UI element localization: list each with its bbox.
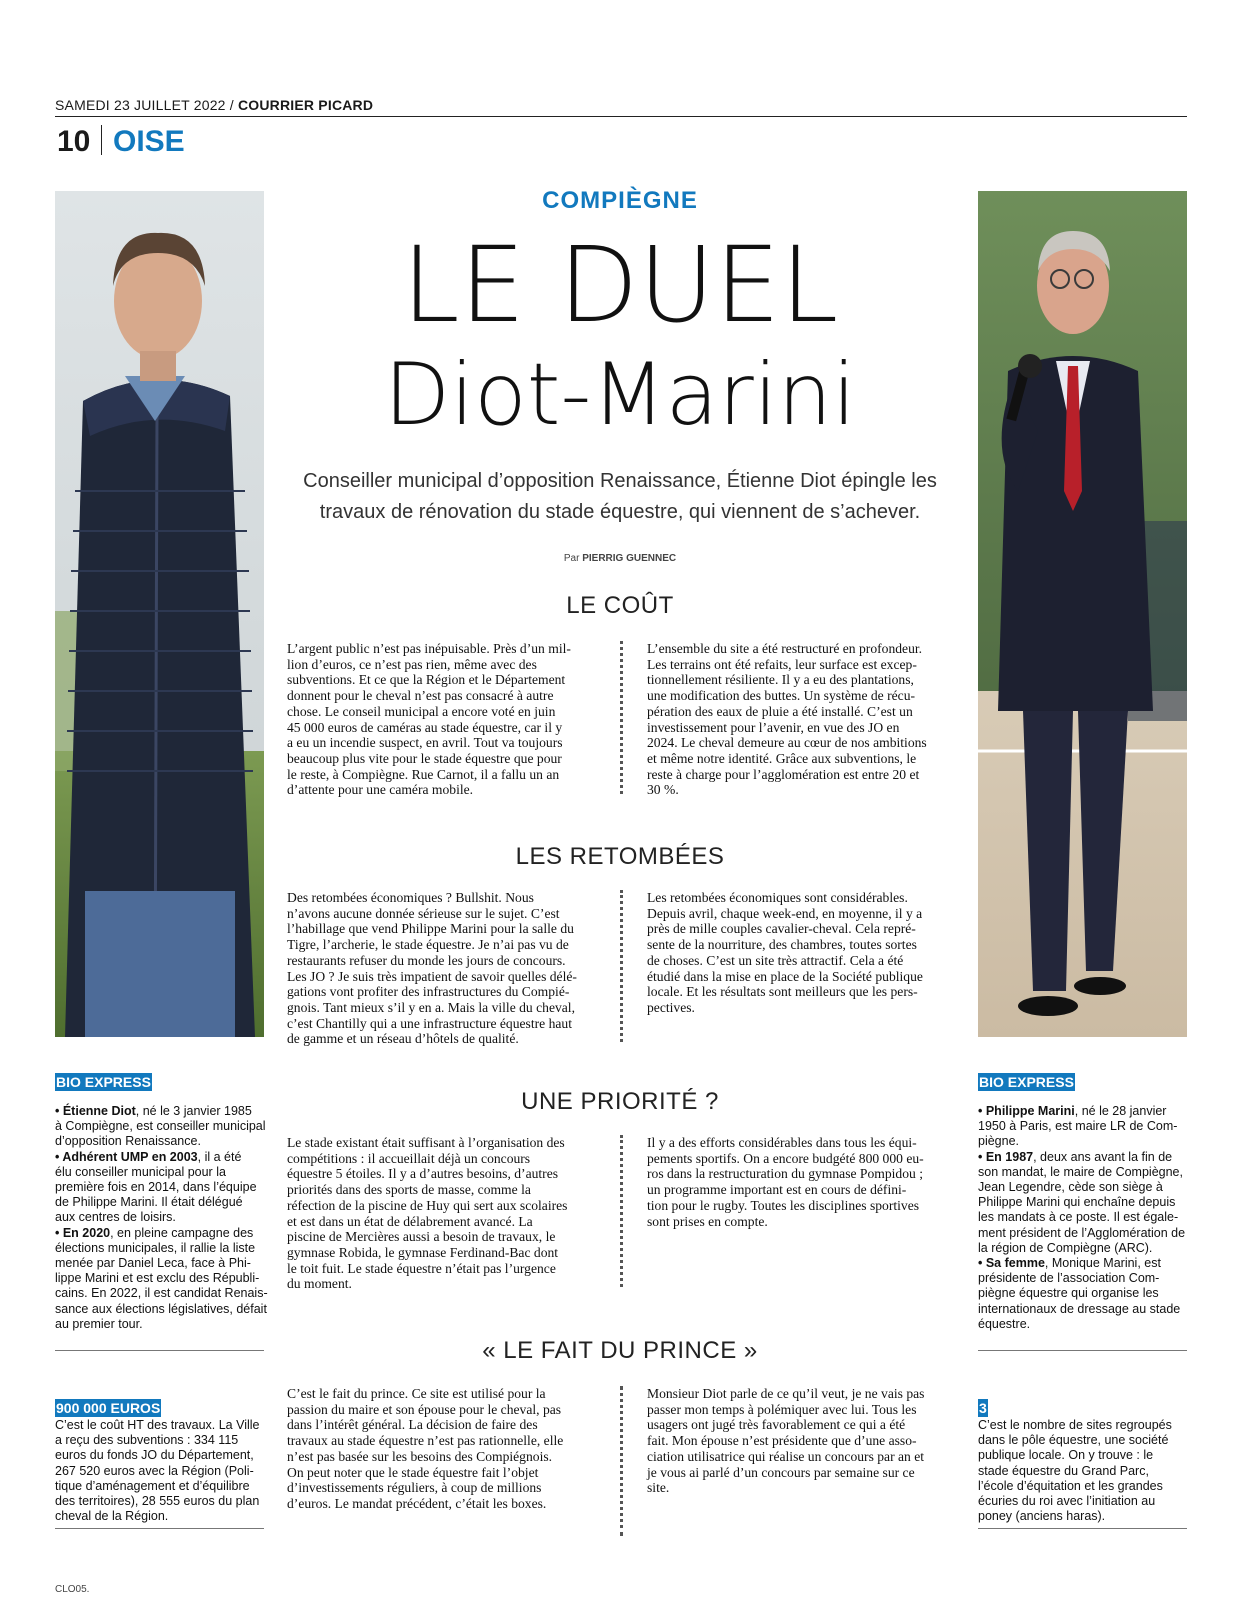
text-line: et est dans un état de délabrement avancé. La: [287, 1213, 533, 1229]
text-line: a eu un incendie suspect, en avril. Tout va toujours: [287, 735, 563, 751]
photo-etienne-diot: [55, 191, 264, 1037]
kicker: COMPIÈGNE: [542, 187, 698, 214]
section-heading-fait-du-prince: « LE FAIT DU PRINCE »: [482, 1337, 758, 1364]
text-line: On peut noter que le stade équestre fait l’objet: [287, 1464, 539, 1480]
text-line: reste à charge pour l’agglomération est entre 20 et: [647, 766, 920, 782]
text-line: Il y a des efforts considérables dans tous les équi-: [647, 1135, 917, 1150]
text-line: cheval de la Région.: [55, 1509, 169, 1524]
bio-entry-lead: • En 1987: [978, 1149, 1034, 1164]
right-bio-tag-wrap: [978, 1073, 1075, 1092]
text-line: 45 000 euros de caméras au stade équestre, car il y: [287, 719, 563, 735]
text-line: L’argent public n’est pas inépuisable. Près d’un mil-: [287, 641, 571, 656]
section-heading-cout: LE COÛT: [566, 592, 674, 619]
left-sidebar-rule: [55, 1350, 264, 1351]
photo-philippe-marini: [978, 191, 1187, 1037]
page-code: CLO05.: [55, 1584, 90, 1595]
bio-express-tag: BIO EXPRESS: [979, 1074, 1074, 1090]
text-line: sont prises en compte.: [647, 1213, 768, 1229]
text-line: C’est le coût HT des travaux. La Ville: [55, 1418, 260, 1432]
text-line: donnent pour le cheval n’est pas consacré à autre: [287, 688, 554, 704]
dateline: [55, 97, 373, 113]
text-line: lippe Marini et est exclu des Républi-: [55, 1271, 260, 1286]
text-line: L’ensemble du site a été restructuré en profondeur.: [647, 641, 923, 656]
column-separator: [620, 890, 623, 1042]
text-line: le reste, à Compiègne. Rue Carnot, il a fallu un an: [287, 766, 560, 782]
text-line: dans l’intérêt général. La décision de faire des: [287, 1417, 538, 1433]
page-number: 10: [57, 125, 91, 158]
header-divider: [101, 125, 102, 155]
bio-entry: [978, 1150, 1193, 1256]
text-line: d’euros. Le mandat précédent, c’était les boxes.: [287, 1495, 547, 1511]
text-line: tionnellement résiliente. Il y a eu des plantations,: [647, 672, 914, 688]
text-line: présidente de l’association Com-: [978, 1271, 1160, 1286]
text-line: sance aux élections législatives, défait: [55, 1301, 267, 1316]
text-line: ros dans la restructuration du gymnase Pompidou ;: [647, 1166, 923, 1182]
lead-line1: Conseiller municipal d’opposition Renaissance, Étienne Diot épingle les: [303, 470, 937, 492]
text-line: , deux ans avant la fin de: [1033, 1149, 1173, 1164]
left-fact: [55, 1418, 270, 1524]
text-line: subventions. Et ce que la Région et le Département: [287, 672, 566, 688]
text-line: passer mon temps à polémiquer avec lui. Tous les: [647, 1401, 917, 1417]
section-name: OISE: [113, 125, 185, 158]
text-line: Monsieur Diot parle de ce qu’il veut, je ne vais pas: [647, 1386, 925, 1401]
date: SAMEDI 23 JUILLET 2022 /: [55, 97, 234, 113]
text-line: Philippe Marini qui enchaîne depuis: [978, 1195, 1176, 1210]
column-separator: [620, 1135, 623, 1287]
text-line: de Philippe Marini. Il était délégué: [55, 1195, 243, 1210]
text-line: beaucoup plus vite pour le stade équestre que pour: [287, 750, 562, 766]
text-line: équestre.: [978, 1316, 1031, 1331]
text-line: a reçu des subventions : 334 115: [55, 1433, 239, 1448]
text-line: menée par Daniel Leca, face à Phi-: [55, 1256, 251, 1271]
newspaper-name: COURRIER PICARD: [237, 97, 374, 113]
text-line: priorités dans des sports de masse, comme la: [287, 1182, 531, 1198]
text-line: pectives.: [647, 999, 695, 1015]
text-line: , né le 28 janvier: [1074, 1104, 1167, 1118]
headline-line1: LE DUEL: [401, 224, 839, 346]
text-line: équestre 5 étoiles. Il y a d’autres besoins, d’autres: [287, 1166, 559, 1182]
column-diot-retombees: [287, 890, 617, 1047]
text-line: ciation utilisatrice qui réalise un concours par an et: [647, 1448, 925, 1464]
text-line: pements sportifs. On a encore budgété 800 000 eu-: [647, 1150, 924, 1166]
text-line: une modification des buttes. Un système de récu-: [647, 688, 916, 704]
text-line: internationaux de dressage au stade: [978, 1301, 1181, 1316]
text-line: tique d’aménagement et d’équilibre: [55, 1478, 250, 1493]
text-line: aux centres de loisirs.: [55, 1210, 176, 1225]
text-line: du moment.: [287, 1276, 352, 1292]
left-bio: [55, 1104, 270, 1332]
text-line: élections municipales, il rallie la liste: [55, 1240, 256, 1255]
byline: [420, 553, 820, 564]
bio-entry-lead: • En 2020: [55, 1225, 111, 1240]
bio-entry-lead: • Étienne Diot: [55, 1104, 136, 1118]
text-line: le toit fuit. Le stade équestre n’était pas l’urgence: [287, 1260, 556, 1276]
text-line: piègne équestre qui organise les: [978, 1286, 1159, 1301]
text-line: et même notre identité. Grâce aux subventions, le: [647, 750, 917, 766]
text-line: 267 520 euros avec la Région (Poli-: [55, 1463, 254, 1478]
lead-line2: travaux de rénovation du stade équestre, qui viennent de s’achever.: [319, 501, 921, 523]
sites-count-tag: 3: [979, 1400, 987, 1416]
text-line: gations vont profiter des infrastructures du Compié-: [287, 984, 570, 1000]
bio-entry-lead: • Sa femme: [978, 1256, 1045, 1271]
headline-line2: Diot-Marini: [383, 345, 857, 445]
text-line: piègne.: [978, 1134, 1020, 1149]
text-line: à Compiègne, est conseiller municipal: [55, 1119, 266, 1134]
text-line: , né le 3 janvier 1985: [135, 1104, 252, 1118]
text-line: n’avons aucune donnée sérieuse sur le sujet. C’est: [287, 905, 560, 921]
text-line: Le stade existant était suffisant à l’organisation des: [287, 1135, 565, 1150]
text-line: étudié dans la mise en place de la Société publique: [647, 968, 923, 984]
column-diot-cout: [287, 641, 617, 798]
text-line: de choses. C’est un site très attractif. Cela a été: [647, 952, 904, 968]
text-line: l’habillage que vend Philippe Marini pour la salle du: [287, 921, 574, 937]
text-line: restaurants refuser du monde les jours de concours.: [287, 952, 566, 968]
bio-express-tag: BIO EXPRESS: [56, 1074, 151, 1090]
text-line: Les JO ? Je suis très impatient de savoir quelles délé-: [287, 968, 577, 984]
bio-entry: [55, 1104, 270, 1150]
text-line: près de mille couples cavalier-cheval. Cela repré-: [647, 921, 916, 937]
text-line: d’investissements réguliers, à coup de millions: [287, 1480, 542, 1496]
text-line: travaux au stade équestre n’est pas rationnelle, elle: [287, 1433, 564, 1449]
right-sidebar-bottom-rule: [978, 1528, 1187, 1529]
text-line: publique locale. On y trouve : le: [978, 1448, 1154, 1463]
text-line: d’attente pour une caméra mobile.: [287, 782, 474, 798]
text-line: c’est Chantilly qui a une infrastructure équestre haut: [287, 1015, 572, 1031]
text-line: d’opposition Renaissance.: [55, 1134, 201, 1149]
text-line: réfection de la piscine de Huy qui sert aux scolaires: [287, 1197, 568, 1213]
text-line: je vous ai parlé d’un concours par semaine sur ce: [647, 1464, 915, 1480]
text-line: , il a été: [197, 1149, 242, 1164]
text-line: investissement pour l’avenir, en vue des JO en: [647, 719, 900, 735]
column-diot-prince: [287, 1386, 617, 1512]
bio-entry: [55, 1226, 270, 1332]
text-line: usagers ont jugé très favorablement ce qui a été: [647, 1417, 906, 1433]
right-bio: [978, 1104, 1193, 1332]
text-line: un programme important est en cours de défini-: [647, 1182, 907, 1198]
text-line: 2024. Le cheval demeure au cœur de nos ambitions: [647, 735, 927, 751]
text-line: stade équestre du Grand Parc,: [978, 1463, 1149, 1478]
text-line: poney (anciens haras).: [978, 1509, 1106, 1524]
bio-entry: [55, 1150, 270, 1226]
bio-entry: [978, 1256, 1193, 1332]
text-line: dans le pôle équestre, une société: [978, 1433, 1169, 1448]
column-diot-priorite: [287, 1135, 617, 1292]
text-line: chose. Le conseil municipal a encore voté en juin: [287, 703, 556, 719]
text-line: écuries du roi avec l’initiation au: [978, 1494, 1156, 1509]
section-heading-retombees: LES RETOMBÉES: [515, 843, 725, 870]
byline-prefix: Par: [563, 553, 580, 564]
cost-fact-tag: 900 000 EUROS: [56, 1400, 161, 1416]
byline-author: PIERRIG GUENNEC: [582, 553, 677, 564]
text-line: passion du maire et son épouse pour le cheval, pas: [287, 1401, 562, 1417]
text-line: 30 %.: [647, 782, 679, 798]
text-line: site.: [647, 1480, 670, 1496]
section-heading-priorite: UNE PRIORITÉ ?: [521, 1088, 719, 1115]
text-line: au premier tour.: [55, 1316, 143, 1331]
text-line: C’est le fait du prince. Ce site est utilisé pour la: [287, 1386, 546, 1401]
column-marini-priorite: [647, 1135, 977, 1229]
text-line: Jean Legendre, cède son siège à: [978, 1180, 1163, 1195]
column-marini-prince: [647, 1386, 977, 1496]
text-line: cains. En 2022, il est candidat Renais-: [55, 1286, 268, 1301]
left-bio-tag-wrap: [55, 1073, 152, 1092]
text-line: son mandat, le maire de Compiègne,: [978, 1164, 1183, 1179]
column-marini-retombees: [647, 890, 977, 1016]
left-fact-tag-wrap: [55, 1399, 161, 1418]
text-line: tion pour le rugby. Toutes les disciplines sportives: [647, 1197, 920, 1213]
text-line: compétitions : il accueillait déjà un concours: [287, 1150, 531, 1166]
text-line: des territoires), 28 555 euros du plan: [55, 1494, 260, 1509]
bio-entry-lead: • Adhérent UMP en 2003: [55, 1149, 198, 1164]
text-line: gnois. Tant mieux s’il y en a. Mais la ville du cheval,: [287, 999, 575, 1015]
header-rule: [55, 116, 1187, 117]
text-line: les mandats à ce poste. Il est égale-: [978, 1210, 1179, 1225]
column-separator: [620, 1386, 623, 1536]
text-line: ment président de l’Agglomération de: [978, 1225, 1186, 1240]
text-line: Tigre, l’archerie, le stade équestre. Je n’ai pas vu de: [287, 937, 569, 953]
right-fact: [978, 1418, 1193, 1524]
text-line: locale. Et les résultats sont meilleurs que les pers-: [647, 984, 918, 1000]
bio-entry-lead: • Philippe Marini: [978, 1104, 1075, 1118]
text-line: gymnase Robida, le gymnase Ferdinand-Bac dont: [287, 1244, 559, 1260]
text-line: 1950 à Paris, est maire LR de Com-: [978, 1119, 1178, 1134]
text-line: piscine de Mercières aussi a besoin de travaux, le: [287, 1229, 556, 1245]
text-line: l’école d’équitation et les grandes: [978, 1478, 1163, 1493]
text-line: pération des eaux de pluie a été installé. C’est un: [647, 703, 913, 719]
text-line: la région de Compiègne (ARC).: [978, 1240, 1153, 1255]
text-line: Les retombées économiques sont considérables.: [647, 890, 908, 905]
text-line: , Monique Marini, est: [1044, 1256, 1161, 1271]
text-line: C’est le nombre de sites regroupés: [978, 1418, 1172, 1432]
column-marini-cout: [647, 641, 977, 798]
text-line: première fois en 2014, dans l’équipe: [55, 1180, 257, 1195]
text-line: Depuis avril, chaque week-end, en moyenne, il y a: [647, 905, 923, 921]
left-sidebar-bottom-rule: [55, 1528, 264, 1529]
text-line: de gamme et un réseau d’hôtels de qualité.: [287, 1031, 519, 1047]
text-line: euros du fonds JO du Département,: [55, 1448, 254, 1463]
bio-entry: [978, 1104, 1193, 1150]
text-line: Les terrains ont été refaits, leur surface est excep-: [647, 656, 917, 672]
text-line: n’est pas basée sur les besoins des Compiégnois.: [287, 1448, 553, 1464]
column-separator: [620, 641, 623, 794]
right-fact-tag-wrap: [978, 1399, 988, 1418]
text-line: élu conseiller municipal pour la: [55, 1164, 226, 1179]
right-sidebar-rule: [978, 1350, 1187, 1351]
text-line: , en pleine campagne des: [110, 1225, 254, 1240]
text-line: lion d’euros, ce n’est pas rien, même avec des: [287, 656, 537, 672]
text-line: sente de la nourriture, des chambres, toutes sortes: [647, 937, 917, 953]
text-line: fait. Mon épouse n’est présidente que d’une asso-: [647, 1433, 917, 1449]
text-line: Des retombées économiques ? Bullshit. Nous: [287, 890, 534, 905]
